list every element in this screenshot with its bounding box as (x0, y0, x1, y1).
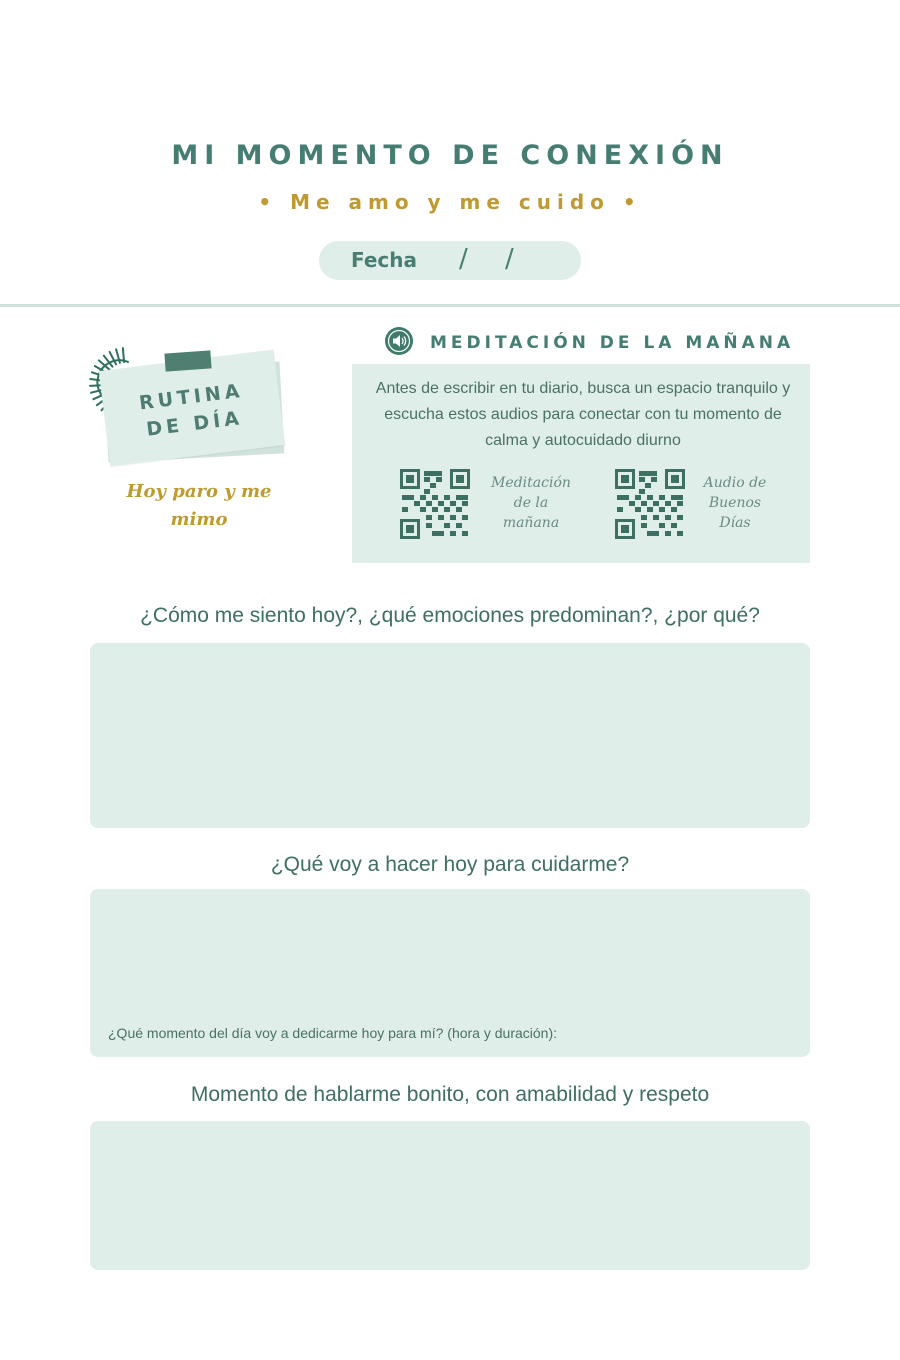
question-self-care: ¿Qué voy a hacer hoy para cuidarme? (270, 853, 630, 876)
qr-label-buenos-dias (687, 473, 783, 533)
answer-box-emotions[interactable] (90, 643, 810, 828)
header-divider (0, 304, 900, 307)
date-separator: / (505, 244, 514, 274)
question-time-for-me: ¿Qué momento del día voy a dedicarme hoy para mí? (hora y duración): (108, 1025, 557, 1041)
date-label: Fecha (351, 248, 418, 272)
question-emotions: ¿Cómo me siento hoy?, ¿qué emociones predominan?, ¿por qué? (140, 604, 760, 627)
answer-box-kind-talk[interactable] (90, 1121, 810, 1270)
question-kind-talk: Momento de hablarme bonito, con amabilidad y respeto (190, 1083, 710, 1106)
rutina-title-line2: DE DÍA (145, 407, 245, 441)
qr-label-line: Días (719, 515, 751, 531)
rutina-tagline (126, 478, 272, 534)
meditation-title: MEDITACIÓN DE LA MAÑANA (430, 333, 795, 353)
tape-decoration (164, 350, 211, 371)
page-subtitle: • Me amo y me cuido • (258, 190, 642, 214)
qr-code-meditation[interactable] (400, 469, 470, 539)
qr-label-line: Buenos (708, 495, 762, 511)
qr-label-line: Audio de (703, 475, 767, 491)
meditation-description: Antes de escribir en tu diario, busca un espacio tranquilo y escucha estos audios para conectar con tu momento de calma y autocuidado diurno (375, 380, 791, 449)
qr-code-buenos-dias[interactable] (615, 469, 685, 539)
speaker-icon[interactable] (385, 327, 413, 355)
rutina-tagline-line1: Hoy paro y me (126, 481, 272, 502)
date-separator: / (459, 244, 468, 274)
qr-label-line: mañana (502, 515, 560, 531)
qr-label-line: Meditación (491, 475, 571, 491)
rutina-title-line1: RUTINA (137, 379, 245, 415)
qr-label-line: de la (513, 495, 549, 511)
qr-label-meditation (483, 473, 579, 533)
rutina-tagline-line2: mimo (170, 509, 228, 530)
page-title: MI MOMENTO DE CONEXIÓN (171, 140, 729, 171)
